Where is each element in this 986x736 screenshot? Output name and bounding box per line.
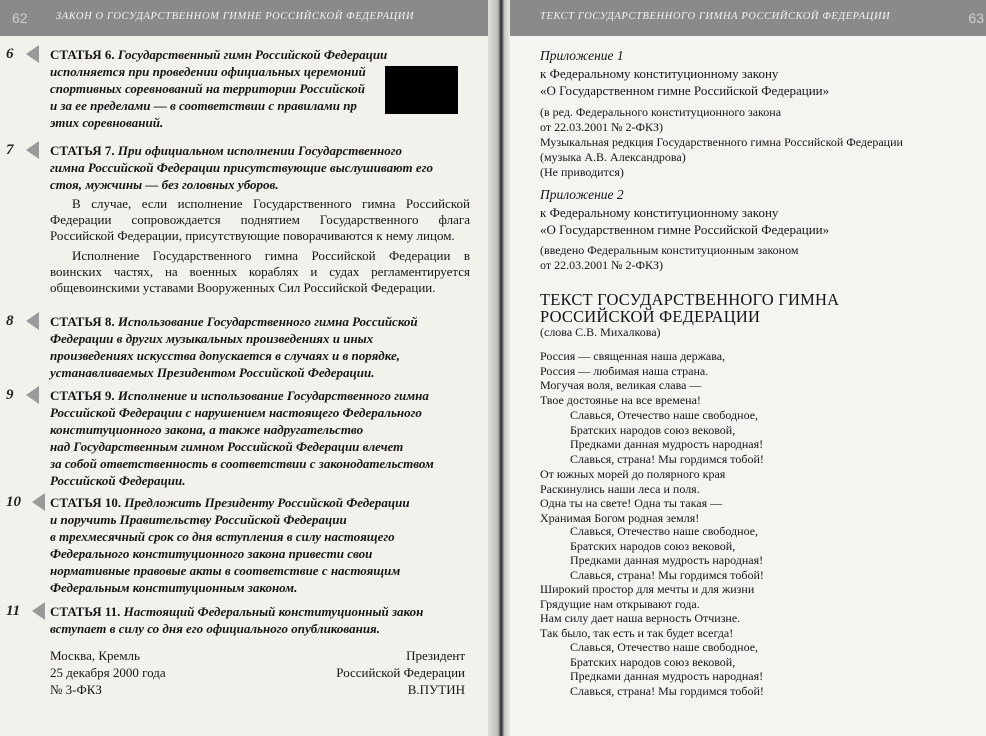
verse-line: Одна ты на свете! Одна ты такая — xyxy=(540,496,723,510)
chorus-line: Предками данная мудрость народная! xyxy=(570,437,764,451)
verse-line: Могучая воля, великая слава — xyxy=(540,378,702,392)
anthem-verse-2 xyxy=(540,467,960,525)
article-marker-icon xyxy=(26,312,39,330)
article-line: этих соревнований. xyxy=(50,115,164,130)
article-line: Федерального конституционного закона привести свои xyxy=(50,546,373,561)
verse-line: Россия — священная наша держава, xyxy=(540,349,726,363)
article-marker-icon xyxy=(26,45,39,63)
right-page-number: 63 xyxy=(968,10,984,26)
appendix-note-line: Музыкальная редкция Государственного гимна Российской Федерации xyxy=(540,135,903,149)
article-line: Российской Федерации. xyxy=(50,473,186,488)
verse-line: Грядущие нам открывают года. xyxy=(540,596,700,611)
article-line: исполняется при проведении официальных церемоний xyxy=(50,64,366,79)
article-line: над Государственным гимном Российской Федерации влечет xyxy=(50,439,404,454)
article-9 xyxy=(50,387,470,489)
appendix-note-line: (введено Федеральным конституционным законом xyxy=(540,243,799,257)
article-line: за собой ответственность в соответствии с законодательством xyxy=(50,456,434,471)
article-line: При официальном исполнении Государственного xyxy=(117,143,403,158)
verse-line: От южных морей до полярного края xyxy=(540,467,726,481)
verse-line: Хранимая Богом родная земля! xyxy=(540,510,700,525)
article-line: устанавливаемых Президентом Российской Федерации. xyxy=(50,365,375,380)
appendix-line: к Федеральному конституционному закону xyxy=(540,205,779,220)
verse-line: Так было, так есть и так будет всегда! xyxy=(540,625,734,640)
redaction-box xyxy=(385,66,458,114)
article-number: 10 xyxy=(6,494,21,510)
article-line: Федеральным конституционным законом. xyxy=(50,580,298,595)
article-line: нормативные правовые акты в соответствие с настоящим xyxy=(50,563,401,578)
anthem-subtitle: (слова С.В. Михалкова) xyxy=(540,325,661,339)
anthem-chorus xyxy=(540,640,986,698)
anthem-chorus xyxy=(540,524,986,582)
article-number: 6 xyxy=(6,46,14,62)
article-number: 11 xyxy=(6,603,21,619)
left-page-number: 62 xyxy=(12,10,28,26)
article-title: СТАТЬЯ 9. xyxy=(50,388,115,403)
article-line: спортивных соревнований на территории Российской xyxy=(50,81,365,96)
appendix-note-line: (музыка А.В. Александрова) xyxy=(540,150,686,164)
article-line: вступает в силу со дня его официального опубликования. xyxy=(50,621,381,636)
chorus-line: Предками данная мудрость народная! xyxy=(570,669,764,683)
chorus-line: Славься, Отечество наше свободное, xyxy=(570,408,759,422)
article-line: Использование Государственного гимна Российской xyxy=(117,314,418,329)
appendix-line: «О Государственном гимне Российской Федерации» xyxy=(540,222,830,237)
anthem-title: РОССИЙСКОЙ ФЕДЕРАЦИИ xyxy=(540,307,761,326)
article-number: 9 xyxy=(6,387,14,403)
article-line: стоя, мужчины — без головных уборов. xyxy=(50,177,279,192)
appendix-line: к Федеральному конституционному закону xyxy=(540,66,779,81)
article-7 xyxy=(50,142,470,296)
article-number: 8 xyxy=(6,313,14,329)
article-line: Российской Федерации с нарушением настоящего Федерального xyxy=(50,405,422,420)
verse-line: Россия — любимая наша страна. xyxy=(540,363,709,378)
article-line: произведениях искусства допускается в случаях и в порядке, xyxy=(50,348,400,363)
article-line: гимна Российской Федерации присутствующие выслушивают его xyxy=(50,160,433,175)
appendix-note-line: (Не приводится) xyxy=(540,165,624,179)
article-10 xyxy=(50,494,470,596)
book-gutter xyxy=(488,0,510,736)
anthem-verse-3 xyxy=(540,582,960,640)
article-marker-icon xyxy=(32,493,45,511)
signature-line: Москва, Кремль xyxy=(50,648,140,663)
article-line: и поручить Правительству Российской Федерации xyxy=(50,512,347,527)
appendix-note-line: (в ред. Федерального конституционного закона xyxy=(540,105,782,119)
verse-line: Нам силу дает наша верность Отчизне. xyxy=(540,611,741,625)
article-marker-icon xyxy=(26,141,39,159)
chorus-line: Братских народов союз вековой, xyxy=(570,654,736,669)
signature-line: В.ПУТИН xyxy=(407,682,465,697)
article-11 xyxy=(50,603,470,637)
appendix-note-line: от 22.03.2001 № 2-ФКЗ) xyxy=(540,120,664,134)
right-running-head: ТЕКСТ ГОСУДАРСТВЕННОГО ГИМНА РОССИЙСКОЙ ФЕДЕРАЦИИ xyxy=(540,11,891,22)
article-line: Настоящий Федеральный конституционный закон xyxy=(123,604,424,619)
article-title: СТАТЬЯ 10. xyxy=(50,495,122,510)
article-line: и за ее пределами — в соответствии с правилами пр xyxy=(50,98,357,113)
chorus-line: Братских народов союз вековой, xyxy=(570,422,736,437)
signature-president xyxy=(310,647,465,698)
chorus-line: Славься, Отечество наше свободное, xyxy=(570,640,759,654)
appendix-label: Приложение 1 xyxy=(540,48,624,63)
appendix-label: Приложение 2 xyxy=(540,187,624,202)
chorus-line: Предками данная мудрость народная! xyxy=(570,553,764,567)
chorus-line: Славься, Отечество наше свободное, xyxy=(570,524,759,538)
article-line: конституционного закона, а также надругательство xyxy=(50,422,364,437)
verse-line: Твое достоянье на все времена! xyxy=(540,392,701,407)
left-running-head: ЗАКОН О ГОСУДАРСТВЕННОМ ГИМНЕ РОССИЙСКОЙ ФЕДЕРАЦИИ xyxy=(56,11,415,22)
chorus-line: Братских народов союз вековой, xyxy=(570,538,736,553)
article-8 xyxy=(50,313,470,381)
article-title: СТАТЬЯ 6. xyxy=(50,47,115,62)
chorus-line: Славься, страна! Мы гордимся тобой! xyxy=(570,567,764,582)
appendix-2 xyxy=(540,186,960,273)
chorus-line: Славься, страна! Мы гордимся тобой! xyxy=(570,451,764,466)
appendix-1 xyxy=(540,47,960,180)
article-line: Государственный гимн Российской Федерации xyxy=(117,47,388,62)
article-line: Предложить Президенту Российской Федерации xyxy=(124,495,410,510)
article-paragraph: Исполнение Государственного гимна Российской Федерации в воинских частях, на военных кораблях и судах регламентируется общевоинскими уставами Вооруженных Сил Российской Федерации. xyxy=(50,248,470,295)
chorus-line: Славься, страна! Мы гордимся тобой! xyxy=(570,683,764,698)
signature-line: Президент xyxy=(406,648,465,663)
signature-place-date xyxy=(50,647,166,698)
anthem-chorus xyxy=(540,408,986,466)
article-line: Федерации в других музыкальных произведениях и иных xyxy=(50,331,374,346)
verse-line: Раскинулись наши леса и поля. xyxy=(540,481,700,496)
anthem-title: ТЕКСТ ГОСУДАРСТВЕННОГО ГИМНА xyxy=(540,290,840,309)
verse-line: Широкий простор для мечты и для жизни xyxy=(540,582,755,596)
appendix-line: «О Государственном гимне Российской Федерации» xyxy=(540,83,830,98)
appendix-note-line: от 22.03.2001 № 2-ФКЗ) xyxy=(540,258,664,272)
anthem-verse-1 xyxy=(540,349,960,407)
article-paragraph: В случае, если исполнение Государственного гимна Российской Федерации сопровождается поднятием Государственного флага Российской Федерации, присутствующие поворачиваются к нему лицом. xyxy=(50,196,470,243)
article-marker-icon xyxy=(26,386,39,404)
article-title: СТАТЬЯ 7. xyxy=(50,143,115,158)
article-marker-icon xyxy=(32,602,45,620)
signature-line: № 3-ФКЗ xyxy=(50,682,102,697)
article-number: 7 xyxy=(6,142,14,158)
article-line: Исполнение и использование Государственного гимна xyxy=(117,388,429,403)
article-line: в трехмесячный срок со дня вступления в силу настоящего xyxy=(50,529,395,544)
signature-line: 25 декабря 2000 года xyxy=(50,665,166,680)
article-title: СТАТЬЯ 11. xyxy=(50,604,121,619)
article-title: СТАТЬЯ 8. xyxy=(50,314,115,329)
signature-line: Российской Федерации xyxy=(336,665,465,680)
anthem-title-block xyxy=(540,291,960,340)
